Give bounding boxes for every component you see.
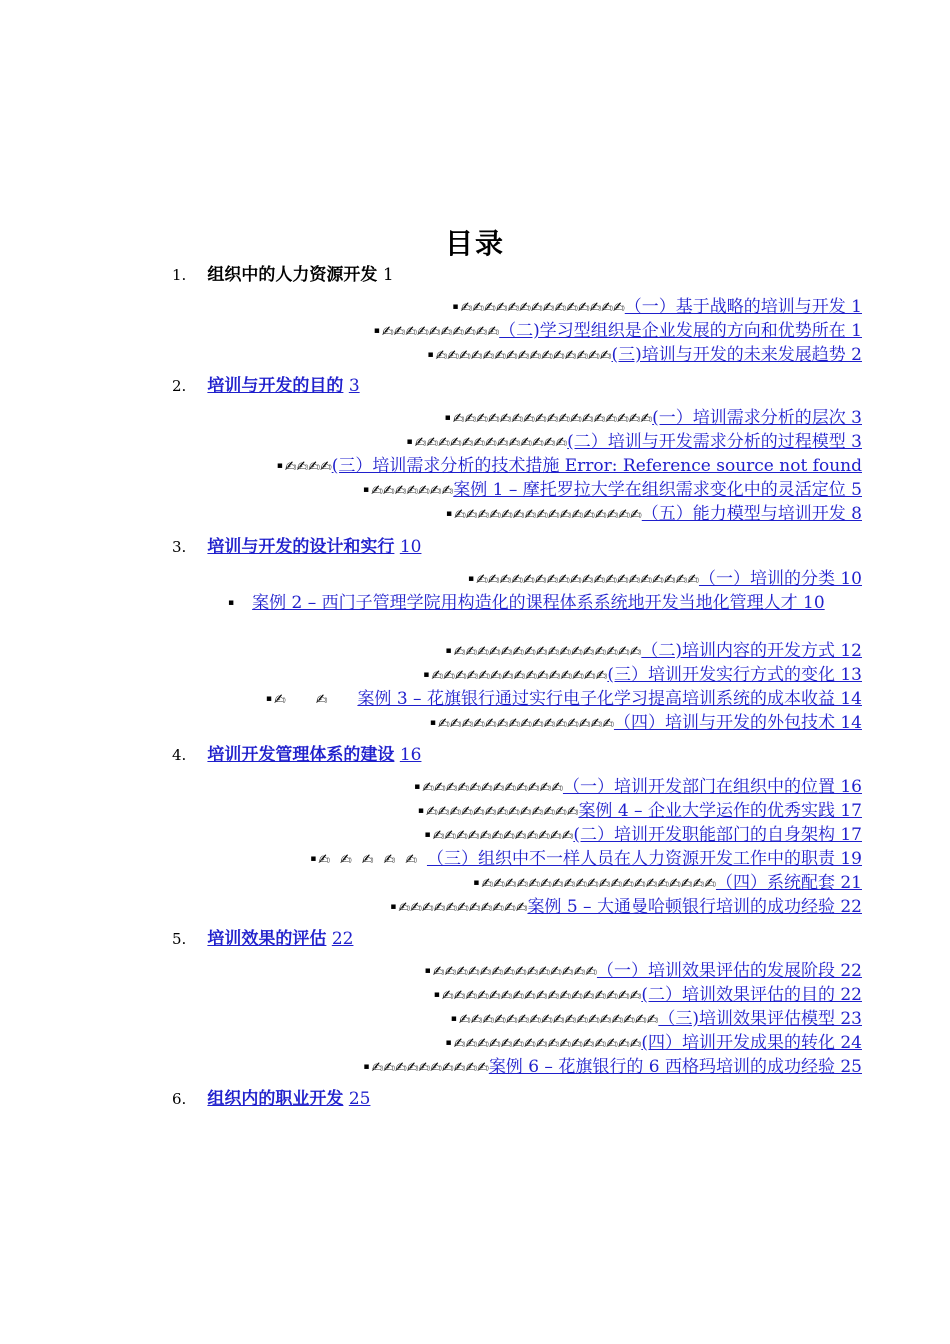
toc-entry[interactable] xyxy=(363,1055,862,1082)
toc-entry-link[interactable]: （四）培训与开发的外包技术 14 xyxy=(613,713,862,733)
bullet-icon: ▪ xyxy=(417,806,424,816)
chapter-title[interactable]: 组织内的职业开发 xyxy=(207,1089,344,1109)
toc-chapter-5[interactable] xyxy=(172,928,872,950)
chapter-title: 组织中的人力资源开发 xyxy=(207,265,378,285)
toc-entry-link[interactable]: （一）培训的分类 10 xyxy=(698,569,862,589)
leader-icons: ✍✍✍✍✍✍✍✍✍✍✍✍ xyxy=(422,780,563,796)
toc-entry[interactable] xyxy=(266,687,862,714)
toc-entry-link[interactable]: (二）培训与开发需求分析的过程模型 3 xyxy=(567,432,862,452)
toc-entry-link[interactable]: （四）系统配套 21 xyxy=(715,873,862,893)
toc-chapter-4[interactable] xyxy=(172,744,872,766)
leader-icons: ✍✍✍✍✍✍✍✍✍✍✍✍ xyxy=(432,828,574,844)
leader-icons: ✍✍✍✍✍✍✍✍✍✍✍ xyxy=(398,900,528,916)
leader-icons: ✍✍✍✍✍✍✍✍✍✍✍✍✍✍✍✍ xyxy=(454,507,642,523)
leader-icons: ✍✍✍✍✍✍✍✍✍✍✍✍✍✍✍ xyxy=(431,668,608,684)
toc-entry-link[interactable]: 案例 2 – 西门子管理学院用构造化的课程体系系统地开发当地化管理人才 10 xyxy=(252,593,825,613)
bullet-icon: ▪ xyxy=(424,966,431,976)
chapter-page: 1 xyxy=(382,265,394,285)
chapter-title[interactable]: 培训开发管理体系的建设 xyxy=(207,745,395,765)
bullet-icon: ▪ xyxy=(467,574,475,584)
chapter-page[interactable]: 16 xyxy=(399,745,422,765)
toc-entry[interactable] xyxy=(374,319,862,346)
bullet-icon: ▪ xyxy=(310,854,317,864)
leader-icons: ✍✍✍✍✍✍✍✍✍✍✍✍✍ xyxy=(414,435,568,451)
toc-chapter-3[interactable] xyxy=(172,536,872,558)
leader-icons: ✍✍✍✍✍✍✍✍✍✍ xyxy=(371,1060,489,1076)
chapter-number: 1. xyxy=(172,266,187,284)
leader-icons: ✍✍✍✍✍✍✍✍✍✍✍✍✍✍✍✍✍✍✍✍ xyxy=(481,876,716,892)
bullet-icon: ▪ xyxy=(363,485,370,495)
bullet-icon: ▪ xyxy=(445,509,453,519)
bullet-icon: ▪ xyxy=(276,461,283,471)
bullet-icon: ▪ xyxy=(424,830,431,840)
toc-entry-link[interactable]: (一）培训需求分析的层次 3 xyxy=(652,408,862,428)
toc-chapter-6[interactable] xyxy=(172,1088,872,1110)
toc-entry[interactable] xyxy=(451,1007,862,1034)
toc-entry-link[interactable]: 案例 1 – 摩托罗拉大学在组织需求变化中的灵活定位 5 xyxy=(453,480,862,500)
leader-icons: ✍✍✍✍✍✍✍✍✍✍✍✍✍✍✍✍✍✍✍ xyxy=(476,572,699,588)
toc-entry[interactable] xyxy=(310,847,862,874)
toc-entry-link[interactable]: (三）培训需求分析的技术措施 Error: Reference source not found xyxy=(331,456,862,476)
bullet-icon: ▪ xyxy=(452,302,459,312)
toc-entry[interactable] xyxy=(446,1031,862,1058)
toc-entry-link[interactable]: (三）培训开发实行方式的变化 13 xyxy=(607,665,862,685)
chapter-number: 6. xyxy=(172,1090,187,1108)
toc-entry[interactable] xyxy=(427,343,862,370)
bullet-icon: ▪ xyxy=(265,694,272,704)
toc-entry-link[interactable]: （二)培训内容的开发方式 12 xyxy=(641,641,862,661)
leader-icons: ✍✍✍✍✍✍✍✍✍✍✍✍✍✍✍✍✍ xyxy=(458,1012,659,1028)
bullet-icon: ▪ xyxy=(444,413,451,423)
toc-entry-wrapped[interactable] xyxy=(228,591,862,618)
toc-entry[interactable] xyxy=(423,663,862,690)
toc-entry[interactable] xyxy=(473,871,862,898)
leader-icons: ✍✍✍✍✍✍✍✍✍✍✍✍✍✍✍✍ xyxy=(453,644,642,660)
toc-entry[interactable] xyxy=(468,567,862,594)
chapter-title[interactable]: 培训与开发的目的 xyxy=(207,376,344,396)
chapter-number: 5. xyxy=(172,930,187,948)
leader-icons: ✍✍✍✍✍ xyxy=(318,852,427,868)
chapter-page[interactable]: 3 xyxy=(348,376,360,396)
toc-entry-link[interactable]: （一）培训开发部门在组织中的位置 16 xyxy=(562,777,862,797)
toc-entry[interactable] xyxy=(407,430,862,457)
toc-entry-link[interactable]: (三)培训与开发的未来发展趋势 2 xyxy=(611,345,862,365)
bullet-icon: ▪ xyxy=(450,1014,457,1024)
bullet-icon: ▪ xyxy=(390,902,397,912)
chapter-title[interactable]: 培训与开发的设计和实行 xyxy=(207,537,395,557)
toc-entry[interactable] xyxy=(430,711,862,738)
chapter-page[interactable]: 10 xyxy=(399,537,422,557)
bullet-icon: ▪ xyxy=(445,1038,452,1048)
toc-entry[interactable] xyxy=(390,895,862,922)
toc-entry-link[interactable]: （三)培训效果评估模型 23 xyxy=(658,1009,862,1029)
toc-entry[interactable] xyxy=(424,823,862,850)
leader-icons: ✍✍✍✍✍✍✍✍✍✍ xyxy=(381,324,500,340)
bullet-icon: ▪ xyxy=(363,1062,370,1072)
toc-chapter-2[interactable] xyxy=(172,375,872,397)
leader-icons: ✍✍✍✍✍✍✍✍✍✍✍✍✍✍✍✍✍ xyxy=(441,988,642,1004)
toc-entry-link[interactable]: （三）组织中不一样人员在人力资源开发工作中的职责 19 xyxy=(426,849,862,869)
toc-chapter-1[interactable] xyxy=(172,264,872,286)
toc-title: 目录 xyxy=(444,227,505,260)
bullet-icon: ▪ xyxy=(423,670,430,680)
chapter-page[interactable]: 25 xyxy=(348,1089,371,1109)
toc-entry-link[interactable]: （一）培训效果评估的发展阶段 22 xyxy=(596,961,862,981)
toc-entry[interactable] xyxy=(446,639,862,666)
chapter-number: 3. xyxy=(172,538,187,556)
bullet-icon: ▪ xyxy=(427,350,434,360)
leader-icons: ✍✍✍✍ xyxy=(284,459,332,475)
toc-entry-link[interactable]: 案例 3 – 花旗银行通过实行电子化学习提高培训系统的成本收益 14 xyxy=(357,689,862,709)
leader-icons: ✍✍✍✍✍✍✍✍✍✍✍✍✍ xyxy=(425,804,579,820)
toc-entry[interactable] xyxy=(425,959,862,986)
chapter-title[interactable]: 培训效果的评估 xyxy=(207,929,327,949)
toc-entry-link[interactable]: 案例 5 – 大通曼哈顿银行培训的成功经验 22 xyxy=(527,897,862,917)
bullet-icon: ▪ xyxy=(414,782,421,792)
toc-entry[interactable] xyxy=(434,983,862,1010)
bullet-icon: ▪ xyxy=(433,990,440,1000)
bullet-icon: ▪ xyxy=(373,326,380,336)
toc-entry-link[interactable]: （一）基于战略的培训与开发 1 xyxy=(624,297,862,317)
toc-entry-link[interactable]: （五）能力模型与培训开发 8 xyxy=(641,504,862,524)
toc-entry[interactable] xyxy=(414,775,862,802)
bullet-icon: ▪ xyxy=(406,437,413,447)
toc-entry[interactable] xyxy=(277,454,862,481)
toc-entry[interactable] xyxy=(452,295,862,322)
bullet-icon: ▪ xyxy=(473,878,480,888)
leader-icons: ✍✍ xyxy=(273,692,358,708)
chapter-number: 2. xyxy=(172,377,187,395)
toc-entry[interactable] xyxy=(418,799,862,826)
toc-entry-link[interactable]: (二）培训开发职能部门的自身架构 17 xyxy=(573,825,862,845)
toc-entry-link[interactable]: 案例 6 – 花旗银行的 6 西格玛培训的成功经验 25 xyxy=(488,1057,862,1077)
toc-entry-link[interactable]: (四）培训开发成果的转化 24 xyxy=(641,1033,862,1053)
toc-entry[interactable] xyxy=(363,478,862,505)
leader-icons: ✍✍✍✍✍✍✍✍✍✍✍✍✍✍ xyxy=(460,300,625,316)
leader-icons: ✍✍✍✍✍✍✍✍✍✍✍✍✍✍✍✍✍ xyxy=(452,411,653,427)
leader-icons: ✍✍✍✍✍✍✍✍✍✍✍✍✍✍ xyxy=(432,964,597,980)
leader-icons: ✍✍✍✍✍✍✍✍✍✍✍✍✍✍✍ xyxy=(437,716,614,732)
leader-icons: ✍✍✍✍✍✍✍✍✍✍✍✍✍✍✍✍ xyxy=(453,1036,642,1052)
leader-icons: ✍✍✍✍✍✍✍ xyxy=(371,483,454,499)
toc-entry-link[interactable]: （二)学习型组织是企业发展的方向和优势所在 1 xyxy=(499,321,862,341)
toc-entry-link[interactable]: (二）培训效果评估的目的 22 xyxy=(641,985,862,1005)
toc-entry[interactable] xyxy=(445,406,862,433)
bullet-icon: ▪ xyxy=(429,718,436,728)
leader-icons: ✍✍✍✍✍✍✍✍✍✍✍✍✍✍✍ xyxy=(435,348,612,364)
chapter-page[interactable]: 22 xyxy=(331,929,354,949)
toc-entry-link[interactable]: 案例 4 – 企业大学运作的优秀实践 17 xyxy=(578,801,862,821)
bullet-icon: ▪ xyxy=(228,598,235,608)
chapter-number: 4. xyxy=(172,746,187,764)
toc-entry[interactable] xyxy=(446,502,862,529)
bullet-icon: ▪ xyxy=(445,646,452,656)
